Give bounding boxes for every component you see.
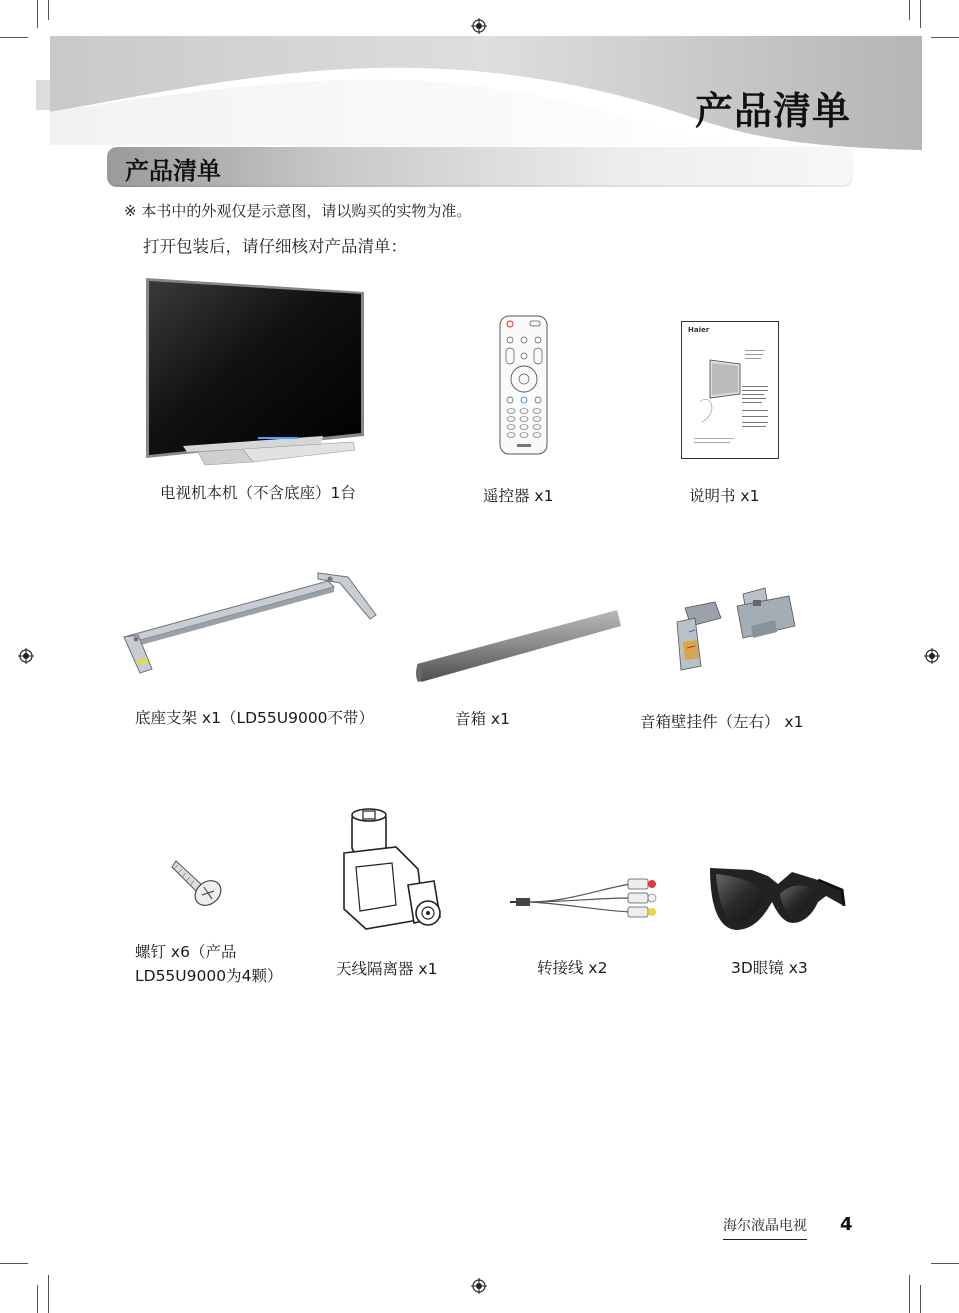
page-title: 产品清单 xyxy=(694,89,851,133)
item-caption-wall-mount: 音箱壁挂件（左右） x1 xyxy=(640,713,804,731)
manual-brand: Haier xyxy=(688,326,710,334)
screw-icon xyxy=(170,855,228,909)
crop-mark xyxy=(920,1285,921,1313)
page-number: 4 xyxy=(840,1214,853,1235)
section-header xyxy=(107,147,853,187)
item-caption-stand: 底座支架 x1（LD55U9000不带） xyxy=(135,709,375,727)
manual-cover-illustration xyxy=(690,342,774,452)
item-caption-isolator: 天线隔离器 x1 xyxy=(336,960,438,978)
crop-mark xyxy=(931,1263,959,1264)
item-caption-manual: 说明书 x1 xyxy=(689,487,760,505)
speaker-wall-mount-icon xyxy=(665,586,799,678)
crop-mark xyxy=(0,1263,28,1264)
crop-mark xyxy=(48,1275,49,1313)
crop-mark xyxy=(37,1285,38,1313)
instruction-note: 打开包装后，请仔细核对产品清单： xyxy=(143,237,407,256)
item-caption-glasses: 3D眼镜 x3 xyxy=(731,959,808,977)
stand-bracket-icon xyxy=(118,569,380,679)
item-caption-speaker: 音箱 x1 xyxy=(455,710,510,728)
registration-mark-icon xyxy=(924,648,940,664)
disclaimer-note: ※ 本书中的外观仅是示意图，请以购买的实物为准。 xyxy=(124,202,472,220)
item-caption-tv: 电视机本机（不含底座）1台 xyxy=(160,484,356,502)
item-caption-remote: 遥控器 x1 xyxy=(483,487,554,505)
3d-glasses-icon xyxy=(706,860,846,934)
tv-icon xyxy=(143,276,367,472)
antenna-isolator-icon xyxy=(338,807,446,937)
remote-control-icon xyxy=(498,314,550,456)
adapter-cable-icon xyxy=(506,876,660,924)
registration-mark-icon xyxy=(471,1278,487,1294)
footer-brand: 海尔液晶电视 xyxy=(723,1215,807,1240)
registration-mark-icon xyxy=(18,648,34,664)
section-title: 产品清单 xyxy=(125,157,221,185)
manual-icon xyxy=(681,321,779,459)
speaker-bar-icon xyxy=(413,606,623,686)
crop-mark xyxy=(909,1275,910,1313)
item-caption-screw: 螺钉 x6（产品LD55U9000为4颗） xyxy=(135,943,283,985)
item-caption-cable: 转接线 x2 xyxy=(537,959,608,977)
